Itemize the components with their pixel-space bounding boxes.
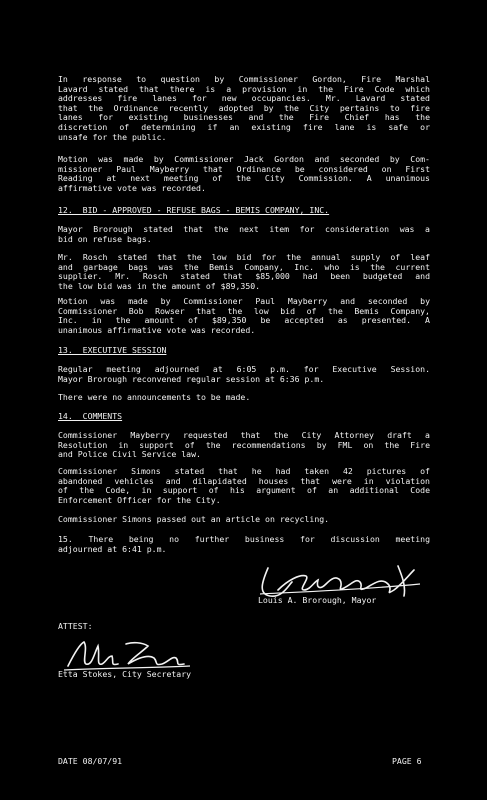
footer-page: PAGE 6 (392, 756, 422, 766)
text-line: discretion of determining if an existing fire lane is safe or (58, 122, 430, 132)
text-line: Commissioner Bob Rowser that the low bid of the Bemis Company, (58, 306, 430, 316)
text-line: Commissioner Simons stated that he had taken 42 pictures of (58, 467, 430, 476)
paragraph-low-bid (58, 253, 430, 291)
text-line: Resolution in support of the recommendations by FML on the Fire (58, 440, 430, 450)
text-line: Mr. Rosch stated that the low bid for the annual supply of leaf (58, 253, 430, 262)
paragraph-executive-session (58, 365, 430, 384)
text-line: addresses fire lanes for new occupancies. Mr. Lavard stated (58, 94, 430, 104)
paragraph-mayberry-comment (58, 431, 430, 460)
text-line: Commissioner Simons passed out an article on recycling. (58, 515, 330, 524)
paragraph-refuse-bags-intro (58, 225, 430, 244)
text-line: Mayor Brorough stated that the next item for consideration was a (58, 225, 430, 234)
paragraph-announcements (58, 393, 430, 403)
text-line: bid on refuse bags. (58, 234, 152, 244)
text-line: Regular meeting adjourned at 6:05 p.m. for Executive Session. (58, 365, 430, 374)
text-line: abandoned vehicles and dilapidated houses that were in violation (58, 476, 430, 486)
attest-label: ATTEST: (58, 621, 93, 631)
text-line: missioner Paul Mayberry that Ordinance be considered on First (58, 164, 430, 174)
section-heading-12: 12. BID - APPROVED - REFUSE BAGS - BEMIS COMPANY, INC. (58, 205, 330, 215)
text-line: In response to question by Commissioner Gordon, Fire Marshal (58, 75, 430, 84)
clerk-name: Etta Stokes, City Secretary (58, 669, 192, 679)
text-line: Commissioner Mayberry requested that the City Attorney draft a (58, 431, 430, 440)
text-line: Reading at next meeting of the City Commission. A unanimous (58, 174, 430, 184)
text-line: Motion was made by Commissioner Jack Gordon and seconded by Com- (58, 155, 430, 164)
text-line: of the Code, in support of his argument of an additional Code (58, 486, 430, 496)
paragraph-recycling (58, 515, 430, 525)
paragraph-motion-ordinance (58, 155, 430, 193)
text-line: lanes for existing businesses and the Fire Chief has the (58, 113, 430, 123)
footer-date: DATE 08/07/91 (58, 756, 123, 766)
section-heading-13: 13. EXECUTIVE SESSION (58, 345, 167, 355)
text-line: and Police Civil Service law. (58, 450, 201, 460)
text-line: There were no announcements to be made. (58, 393, 251, 402)
text-line: unsafe for the public. (58, 132, 167, 142)
text-line: Mayor Brorough reconvened regular session at 6:36 p.m. (58, 374, 325, 384)
text-line: Enforcement Officer for the City. (58, 495, 221, 505)
text-line: affirmative vote was recorded. (58, 183, 206, 193)
paragraph-simons-pictures (58, 467, 430, 505)
section-heading-14: 14. COMMENTS (58, 411, 123, 421)
text-line: Lavard stated that there is a provision in the Fire Code which (58, 84, 430, 94)
text-line: that the Ordinance recently adopted by the City pertains to fire (58, 103, 430, 113)
text-line: 15. There being no further business for discussion meeting (58, 535, 430, 544)
text-line: and garbage bags was the Bemis Company, Inc. who is the current (58, 262, 430, 272)
text-line: Motion was made by Commissioner Paul Mayberry and seconded by (58, 297, 430, 306)
paragraph-adjournment (58, 535, 430, 554)
paragraph-motion-bid (58, 297, 430, 335)
text-line: supplier. Mr. Rosch stated that $85,000 had been budgeted and (58, 272, 430, 282)
text-line: Inc. in the amount of $89,350 be accepted as presented. A (58, 316, 430, 326)
text-line: adjourned at 6:41 p.m. (58, 544, 167, 554)
paragraph-fire-lanes (58, 75, 430, 142)
text-line: unanimous affirmative vote was recorded. (58, 325, 256, 335)
text-line: the low bid was in the amount of $89,350. (58, 281, 261, 291)
mayor-name: Louis A. Brorough, Mayor (258, 595, 377, 605)
